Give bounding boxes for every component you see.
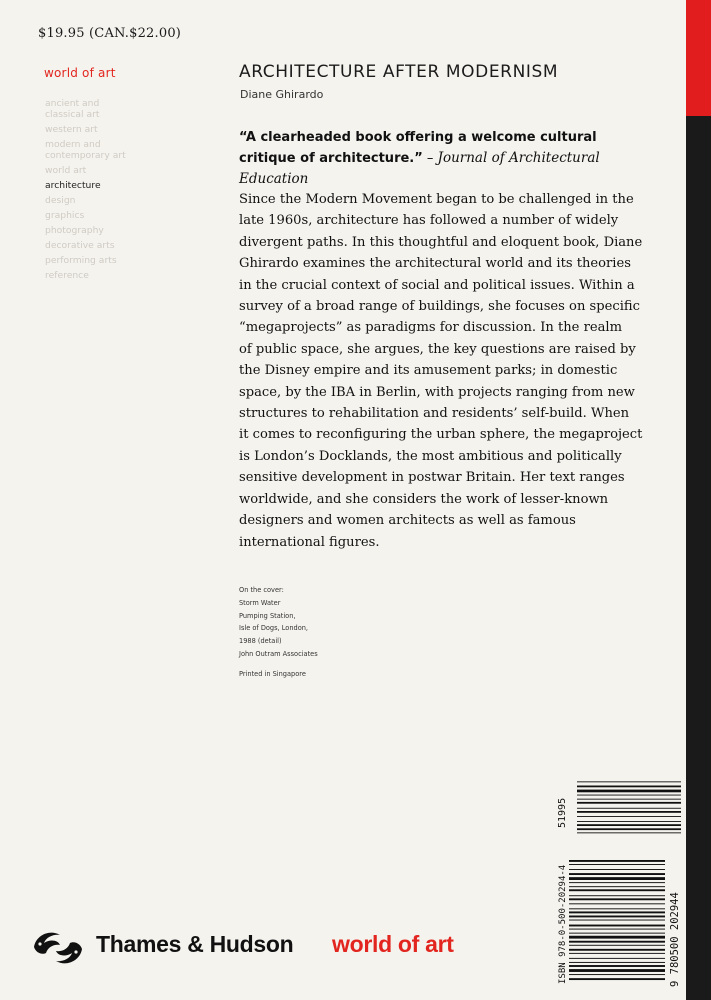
category-item: photography <box>45 225 104 236</box>
barcode-bar <box>569 920 665 921</box>
blurb-line: divergent paths. In this thoughtful and eloquent book, Diane <box>239 234 643 250</box>
category-item: graphics <box>45 210 85 221</box>
publisher-name: Thames & Hudson <box>96 931 294 957</box>
thames-hudson-dolphins-logo <box>30 925 86 971</box>
ean-bars <box>569 860 665 980</box>
blurb-line: “megaprojects” as paradigms for discussion. In the realm <box>239 320 623 336</box>
blurb-line: space, by the IBA in Berlin, with projects ranging from new <box>239 384 635 400</box>
barcode-bar <box>569 889 665 891</box>
barcode-addon-bar <box>577 781 681 782</box>
blurb-line: Since the Modern Movement began to be challenged in the <box>239 192 634 207</box>
barcode-bar <box>569 873 665 875</box>
category-item: performing arts <box>45 255 117 266</box>
cover-credit-line: On the cover: <box>239 586 284 594</box>
quote-source: Journal of Architectural Education <box>239 150 600 187</box>
barcode-bar <box>569 877 665 880</box>
barcode-addon-bar <box>577 821 681 822</box>
barcode-addon-bar <box>577 802 681 804</box>
blurb-line: designers and women architects as well as famous <box>239 513 576 529</box>
blurb-line: worldwide, and she considers the work of lesser-known <box>239 491 609 507</box>
blurb-line: survey of a broad range of buildings, she focuses on specific <box>239 299 640 315</box>
publisher-footer <box>30 925 500 975</box>
blurb-line: late 1960s, architecture has followed a number of widely <box>239 213 619 229</box>
barcode-graphic <box>555 774 685 990</box>
category-item: modern and contemporary art <box>45 139 126 161</box>
spine-black-band <box>686 0 711 1000</box>
barcode-addon-bar <box>577 816 681 817</box>
barcode-bar <box>569 958 665 959</box>
category-item: reference <box>45 270 89 281</box>
series-label: world of art <box>44 66 116 80</box>
category-item: design <box>45 195 76 206</box>
spine-red-band <box>686 0 711 116</box>
book-title: ARCHITECTURE AFTER MODERNISM <box>239 62 559 82</box>
price-code-bars <box>577 781 681 833</box>
barcode-bar <box>569 860 665 862</box>
blurb-line: international figures. <box>239 534 380 550</box>
barcode-bar <box>569 925 665 927</box>
category-item: decorative arts <box>45 240 115 251</box>
blurb-line: Ghirardo examines the architectural world and its theories <box>239 256 631 272</box>
barcode-bar <box>569 864 665 865</box>
cover-credit-line: Storm Water <box>239 598 281 607</box>
barcode-addon-bar <box>577 795 681 796</box>
barcode-bar <box>569 974 665 975</box>
price-code-digits: 51995 <box>557 797 568 828</box>
review-quote <box>239 127 639 190</box>
author-name: Diane Ghirardo <box>240 88 324 101</box>
barcode-addon-bar <box>577 786 681 788</box>
barcode-bar <box>569 895 665 896</box>
barcode-bar <box>569 886 665 887</box>
cover-credit-line: Pumping Station, <box>239 611 296 620</box>
cover-credit-line: John Outram Associates <box>239 649 318 658</box>
barcode-bar <box>569 978 665 980</box>
barcode-addon-bar <box>577 811 681 813</box>
blurb-line: the Disney empire and its amusement parks; in domestic <box>239 363 618 379</box>
quote-dash: – <box>422 151 438 166</box>
blurb-line: structures to rehabilitation and residents’ self-build. When <box>239 406 630 422</box>
category-item-active: architecture <box>45 180 101 191</box>
barcode-bar <box>569 882 665 883</box>
blurb-line: in the crucial context of social and political issues. Within a <box>239 277 635 293</box>
blurb-line: of public space, she argues, the key questions are raised by <box>239 341 636 357</box>
barcode-addon-bar <box>577 824 681 826</box>
barcode-bar <box>569 941 665 943</box>
blurb-line: sensitive development in postwar Britain. Her text ranges <box>239 470 625 486</box>
blurb-text <box>239 189 664 553</box>
printed-in-label: Printed in Singapore <box>239 670 306 678</box>
barcode-bar <box>569 933 665 934</box>
category-item: world art <box>45 165 87 176</box>
price-label: $19.95 (CAN.$22.00) <box>38 26 182 41</box>
barcode-addon-bar <box>577 832 681 833</box>
isbn-text: ISBN 978-0-500-20294-4 <box>558 864 568 984</box>
barcode <box>555 774 685 990</box>
quote-text: “A clearheaded book offering a welcome cultural critique of architecture.” <box>239 130 597 166</box>
publisher-series: world of art <box>332 931 454 957</box>
barcode-bar <box>569 945 665 946</box>
barcode-bar <box>569 903 665 904</box>
cover-credit <box>239 584 318 661</box>
blurb-line: it comes to reconfiguring the urban sphere, the megaproject <box>239 427 643 443</box>
cover-credit-line: 1988 (detail) <box>239 637 282 646</box>
barcode-bar <box>569 908 665 909</box>
barcode-bar <box>569 962 665 963</box>
barcode-addon-bar <box>577 790 681 793</box>
barcode-bar <box>569 916 665 918</box>
barcode-bar <box>569 953 665 954</box>
barcode-addon-bar <box>577 799 681 800</box>
barcode-bar <box>569 911 665 913</box>
barcode-bar <box>569 965 665 967</box>
blurb-line: is London’s Docklands, the most ambitious and politically <box>239 448 622 464</box>
barcode-bar <box>569 936 665 939</box>
barcode-bar <box>569 969 665 972</box>
category-item: ancient and classical art <box>45 98 100 120</box>
category-list <box>45 98 165 285</box>
barcode-bar <box>569 898 665 900</box>
category-item: western art <box>45 124 98 135</box>
barcode-bar <box>569 929 665 930</box>
barcode-bar <box>569 869 665 870</box>
barcode-bar <box>569 949 665 951</box>
barcode-addon-bar <box>577 828 681 830</box>
cover-credit-line: Isle of Dogs, London, <box>239 624 309 633</box>
barcode-addon-bar <box>577 808 681 809</box>
ean-digits: 9 780500 202944 <box>669 892 681 987</box>
